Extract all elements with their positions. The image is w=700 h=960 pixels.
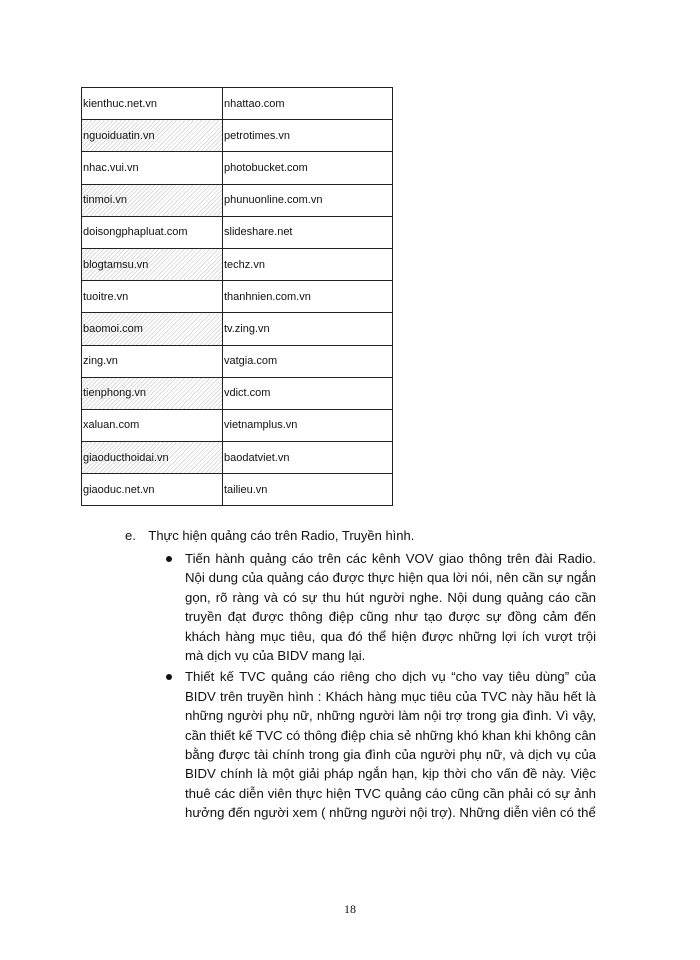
- site-cell-left: tienphong.vn: [82, 377, 223, 409]
- site-cell-left: kienthuc.net.vn: [82, 88, 223, 120]
- site-cell-right: photobucket.com: [223, 152, 393, 184]
- table-row: [82, 216, 393, 248]
- section-title: Thực hiện quảng cáo trên Radio, Truyền hình.: [148, 528, 415, 543]
- site-cell-left: giaoducthoidai.vn: [82, 442, 223, 474]
- page-number: 18: [344, 902, 356, 916]
- website-table: [81, 87, 393, 506]
- site-cell-left: tuoitre.vn: [82, 281, 223, 313]
- site-cell-left: nhac.vui.vn: [82, 152, 223, 184]
- site-cell-right: slideshare.net: [223, 216, 393, 248]
- site-cell-right: thanhnien.com.vn: [223, 281, 393, 313]
- table-row: [82, 377, 393, 409]
- table-row: [82, 120, 393, 152]
- site-cell-right: tv.zing.vn: [223, 313, 393, 345]
- site-cell-right: vdict.com: [223, 377, 393, 409]
- bullet-list: [164, 549, 596, 825]
- site-cell-left: nguoiduatin.vn: [82, 120, 223, 152]
- site-cell-left: baomoi.com: [82, 313, 223, 345]
- site-cell-right: baodatviet.vn: [223, 442, 393, 474]
- site-cell-left: doisongphapluat.com: [82, 216, 223, 248]
- site-cell-right: phunuonline.com.vn: [223, 184, 393, 216]
- table-row: [82, 474, 393, 506]
- table-row: [82, 88, 393, 120]
- bullet-text: Tiến hành quảng cáo trên các kênh VOV giao thông trên đài Radio. Nội dung của quảng cáo được thực hiện qua lời nói, nên cần sự ngắn gọn, rõ ràng và có sự thu hút người nghe. Nội dung quảng cáo cần truyền đạt được thông điệp cũng như tạo được sự đồng cảm đến khách hàng mục tiêu, qua đó thể hiện được những lợi ích vượt trội mà dịch vụ của BIDV mang lại.: [185, 551, 596, 664]
- bullet-dot-icon: [166, 556, 172, 562]
- section-letter: e.: [125, 528, 136, 543]
- table-row: [82, 281, 393, 313]
- bullet-text: Thiết kế TVC quảng cáo riêng cho dịch vụ “cho vay tiêu dùng” của BIDV trên truyền hình : Khách hàng mục tiêu của TVC này hầu hết là những người phụ nữ, những người làm nội trợ trong gia đình. Vì vậy, cần thiết kế TVC có thông điệp chia sẻ những khó khan khi không cân bằng được tài chính trong gia đình của người phụ nữ, và dịch vụ của BIDV chính là một giải pháp ngắn hạn, kịp thời cho vấn đề này. Việc thuê các diễn viên thực hiện TVC quảng cáo cũng cần phải có sự ảnh hưởng đến người xem ( những người nội trợ). Những diễn viên có thể: [185, 669, 596, 821]
- table-row: [82, 313, 393, 345]
- site-cell-right: tailieu.vn: [223, 474, 393, 506]
- bullet-item-radio: [164, 549, 596, 665]
- site-cell-left: xaluan.com: [82, 409, 223, 441]
- site-cell-left: tinmoi.vn: [82, 184, 223, 216]
- table-row: [82, 248, 393, 280]
- site-cell-right: nhattao.com: [223, 88, 393, 120]
- site-cell-left: blogtamsu.vn: [82, 248, 223, 280]
- site-cell-right: petrotimes.vn: [223, 120, 393, 152]
- table-row: [82, 442, 393, 474]
- table-row: [82, 409, 393, 441]
- bullet-dot-icon: [166, 674, 172, 680]
- site-cell-right: techz.vn: [223, 248, 393, 280]
- site-cell-right: vatgia.com: [223, 345, 393, 377]
- site-cell-left: zing.vn: [82, 345, 223, 377]
- table-row: [82, 345, 393, 377]
- site-cell-right: vietnamplus.vn: [223, 409, 393, 441]
- section-heading: [125, 528, 414, 543]
- table-row: [82, 184, 393, 216]
- site-cell-left: giaoduc.net.vn: [82, 474, 223, 506]
- table-row: [82, 152, 393, 184]
- bullet-item-tvc: [164, 667, 596, 822]
